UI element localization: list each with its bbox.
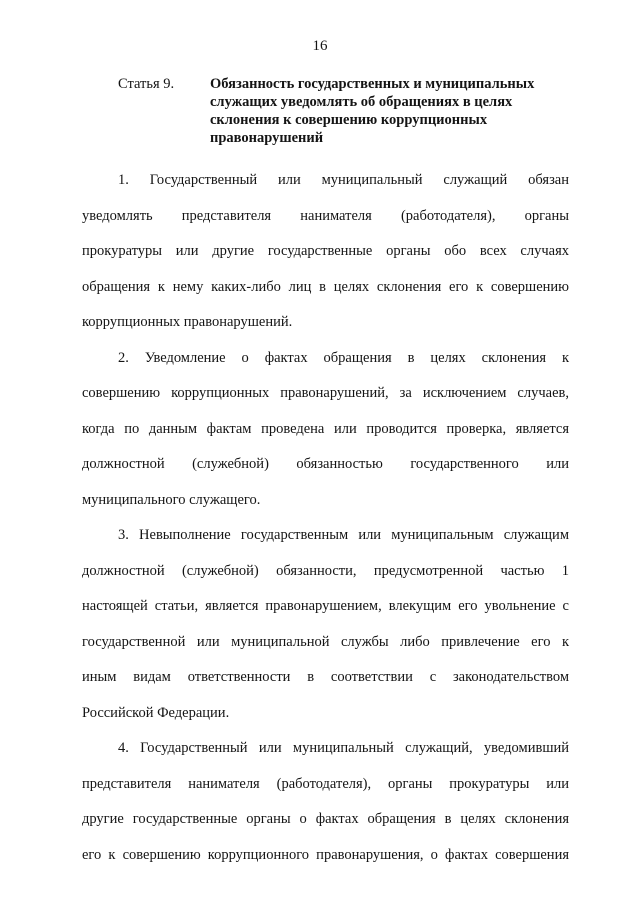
paragraph-line: 3. Невыполнение государственным или муниципальным служащим [118,527,569,543]
paragraph-line: 4. Государственный или муниципальный служащий, уведомивший [118,740,569,756]
paragraph-line: Российской Федерации. [82,704,230,721]
paragraph-line: настоящей статьи, является правонарушением, влекущим его увольнение с [82,598,569,614]
paragraph-line: когда по данным фактам проведена или проводится проверка, является [82,420,569,437]
article-body [82,163,569,873]
paragraph-3 [82,518,569,731]
paragraph-line: уведомлять представителя нанимателя (работодателя), органы [82,207,569,224]
paragraph-line: 1. Государственный или муниципальный служащий обязан [118,172,569,188]
paragraph-4 [82,731,569,873]
paragraph-line: обращения к нему каких-либо лиц в целях склонения его к совершению [82,278,569,295]
paragraph-line: представителя нанимателя (работодателя), органы прокуратуры или [82,775,569,792]
paragraph-line: государственной или муниципальной службы либо привлечение его к [82,633,569,650]
article-header [118,75,568,147]
paragraph-line: должностной (служебной) обязанности, предусмотренной частью 1 [82,562,569,579]
paragraph-1 [82,163,569,341]
page-number: 16 [312,38,328,54]
paragraph-2 [82,341,569,519]
paragraph-line: совершению коррупционных правонарушений, за исключением случаев, [82,385,569,401]
paragraph-line: 2. Уведомление о фактах обращения в целях склонения к [118,349,569,366]
paragraph-line: другие государственные органы о фактах обращения в целях склонения [82,811,569,827]
paragraph-line: муниципального служащего. [82,491,261,508]
paragraph-line: его к совершению коррупционного правонарушения, о фактах совершения [82,846,569,863]
paragraph-line: должностной (служебной) обязанностью государственного или [82,456,569,472]
paragraph-line: коррупционных правонарушений. [82,314,293,330]
paragraph-line: иным видам ответственности в соответствии с законодательством [82,669,569,685]
article-label: Статья 9. [118,76,175,92]
article-title: Обязанность государственных и муниципальных служащих уведомлять об обращениях в целях склонения к совершению коррупционных правонарушений [210,76,535,146]
paragraph-line: прокуратуры или другие государственные органы обо всех случаях [82,243,569,259]
